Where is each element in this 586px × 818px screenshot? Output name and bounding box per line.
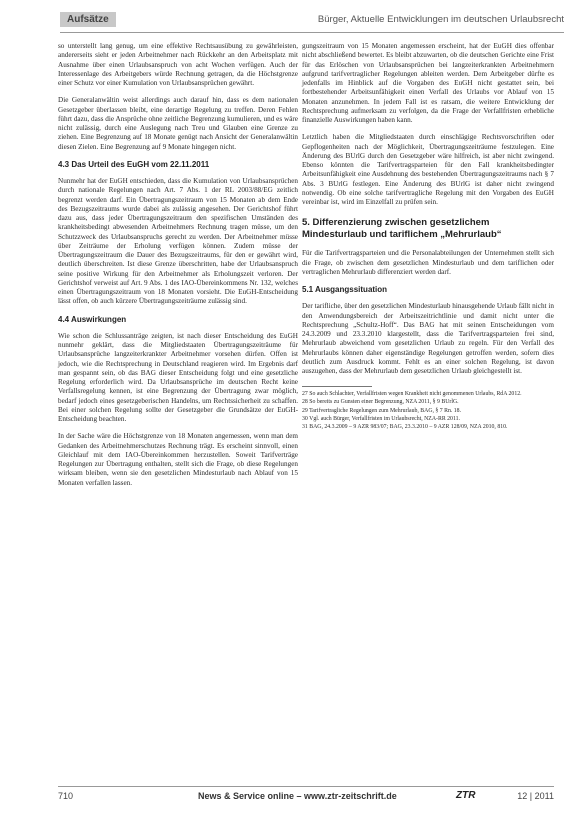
right-paragraph-3: Für die Tarifvertragsparteien und die Personalabteilungen der Unternehmen stellt sich die Frage, ob zwischen dem gesetzlichen Mindesturlaub und dem tariflichen oder vertraglichen Mehrurlaub differenziert werden darf. xyxy=(302,249,554,276)
left-paragraph-2: Die Generalanwältin weist allerdings auch darauf hin, dass es dem nationalen Gesetzgeber überlassen bleibt, eine derartige Regelung zu treffen. Deren Fehlen führt dazu, dass die Ansprüche ohne zeitliche Begrenzung kumulieren, und es wäre nicht zulässig, durch eine Auslegung nach Treu und Glauben eine Grenze zu ziehen. Eine Begrenzung auf 18 Monate genügt nach Ansicht der Generalanwältin diesen Zielen. Eine Begrenzung auf 9 Monate hingegen nicht. xyxy=(58,96,298,151)
footer-rule xyxy=(58,786,554,787)
footnote: 30 Vgl. auch Bürger, Verfallfristen im Urlaubsrecht, NZA-RR 2011. xyxy=(302,415,460,422)
page-number: 710 xyxy=(58,791,74,801)
page-footer xyxy=(58,786,554,804)
page-header xyxy=(40,8,564,30)
footnote: 31 BAG, 24.3.2009 – 9 AZR 983/07; BAG, 23.3.2010 – 9 AZR 128/09, NZA 2010, 810. xyxy=(302,424,508,431)
left-paragraph-1: so unterstellt lang genug, um eine effektive Rechtsausübung zu gewährleisten, andererseits sieht er jeden Arbeitnehmer nach Rückkehr an den Arbeitsplatz mit Ausnahme über einen Urlaubsanspruch von acht Wochen verfügen. Auch der Interessenlage des Arbeitgebers würde Rechnung getragen, da die Höchstgrenze einer Schutz vor einer Kumulation von Urlaubsansprüchen gewährt. xyxy=(58,42,298,87)
left-paragraph-5: In der Sache wäre die Höchstgrenze von 18 Monaten angemessen, wenn man dem Gedanken des Arbeitnehmerschutzes Rechnung trägt. Es erscheint sinnvoll, einen Gleichlauf mit dem IAO-Übereinkommen herzustellen. Soweit Tarifverträge Regelungen zur Übertragung enthalten, stellt sich die Frage, ob diese Regelungen wirksam bleiben, wenn sie den gesetzlichen Mindesturlaub nach Ablauf von 15 Monaten verfallen lassen. xyxy=(58,432,298,487)
right-paragraph-1: gungszeitraum von 15 Monaten angemessen erscheint, hat der EuGH dies offenbar nicht abschließend bewertet. Es bleibt abzuwarten, ob die deutschen Gerichte eine Frist für das Erlöschen von Urlaubsansprüchen bei langzeiterkrankten Arbeitnehmern aufgrund tarifvertraglicher Regelungen ableiten werden. Dem Arbeitgeber dürfte es jedenfalls im Hinblick auf die Vorgaben des EuGH nicht gestattet sein, bei fortbestehender Arbeitsunfähigkeit einen Verfall des Urlaubs vor Ablauf von 15 Monaten anzunehmen. In jedem Fall ist es ratsam, die weitere Entwicklung der Rechtsprechung aufmerksam zu verfolgen, da die Frage der Verfallfristen erhebliche finanzielle Auswirkungen haben kann. xyxy=(302,42,554,124)
footer-website: News & Service online – www.ztr-zeitschrift.de xyxy=(198,791,397,801)
section-heading-4-3: 4.3 Das Urteil des EuGH vom 22.11.2011 xyxy=(58,159,210,169)
issue-number: 12 | 2011 xyxy=(517,791,554,801)
header-rule xyxy=(60,32,564,33)
journal-logo: ZTR xyxy=(456,790,476,801)
section-tag: Aufsätze xyxy=(60,12,116,27)
left-column xyxy=(58,42,298,496)
section-heading-4-4: 4.4 Auswirkungen xyxy=(58,314,127,324)
running-title: Bürger, Aktuelle Entwicklungen im deutschen Urlaubsrecht xyxy=(317,14,564,25)
right-paragraph-2: Letztlich haben die Mitgliedstaaten durch einschlägige Rechtsvorschriften oder Gepflogenheiten nach der Möglichkeit, Übertragungszeiträume festzulegen. Eine Änderung des BUrlG durch den Gesetzgeber wäre hilfreich, ist aber nicht zwingend. Ebenso könnten die Tarifvertragsparteien für den Fall krankheitsbedingter Arbeitsunfähigkeit eine Ausdehnung des bestehenden Übertragungszeitraums nach § 7 Abs. 3 BUrlG festlegen. Eine Änderung des BUrlG ist daher nicht zwingend notwendig. Ob eine solche tarifvertragliche Regelung mit den Vorgaben des EuGH vereinbar ist, wird im Einzelfall zu prüfen sein. xyxy=(302,133,554,206)
section-heading-5: 5. Differenzierung zwischen gesetzlichem Mindesturlaub und tariflichem „Mehrurlaub“ xyxy=(302,217,502,241)
footnote: 28 So bereits zu Gunsten einer Begrenzung, NZA 2011, § 9 BUrlG. xyxy=(302,399,459,406)
footnote-rule xyxy=(302,386,372,387)
section-heading-5-1: 5.1 Ausgangssituation xyxy=(302,285,388,294)
footnote: 29 Tarifvertragliche Regelungen zum Mehrurlaub, BAG, § 7 Rn. 18. xyxy=(302,407,462,414)
right-paragraph-4: Der tarifliche, über den gesetzlichen Mindesturlaub hinausgehende Urlaub fällt nicht in den Anwendungsbereich der Arbeitszeitrichtlinie und damit nicht unter die Rechtsprechung „Schultz-Hoff“. Das BAG hat mit seinen Entscheidungen vom 24.3.2009 und 23.3.2010 klargestellt, dass die Tarifvertragsparteien frei sind, Mehrurlaub abweichend vom gesetzlichen Urlaub zu regeln. Für den Verfall des Mehrurlaubs können daher eigenständige Regelungen getroffen werden, sofern dies deutlich zum Ausdruck kommt. Fehlt es an einer solchen Regelung, ist davon auszugehen, dass der Mehrurlaub dem gesetzlichen Urlaub gleichgestellt ist. xyxy=(302,302,554,375)
right-column xyxy=(302,42,554,432)
left-paragraph-3: Nunmehr hat der EuGH entschieden, dass die Kumulation von Urlaubsansprüchen durch nationale Regelungen nach Art. 7 Abs. 1 der RL 2003/88/EG zeitlich begrenzt werden darf. Ein Übertragungszeitraum von 15 Monaten ab dem Ende des Bezugszeitraums wurde dabei als zulässig angesehen. Der Gerichtshof führt dazu aus, dass jeder Übertragungszeitraum den spezifischen Umständen des krankheitsbedingt abwesenden Arbeitnehmers Rechnung tragen müsse, um den Schutzzweck des Urlaubsanspruchs gerecht zu werden. Der Arbeitnehmer müsse über Zeiträume der Erholung verfügen können. Zudem müsse der Übertragungszeitraum die Dauer des Bezugszeitraums, für den er gewährt wird, deutlich überschreiten. Ist diese Grenze überschritten, habe der Urlaubsanspruch seine positive Wirkung für den Arbeitnehmer als Erholungszeit verloren. Der Gerichtshof verweist auf Art. 9 Abs. 1 des IAO-Übereinkommens Nr. 132, welches einen Übertragungszeitraum von 18 Monaten vorsieht. Die EuGH-Entscheidung lässt offen, ob auch kürzere Übertragungszeiträume zulässig sind. xyxy=(58,177,298,306)
footnote: 27 So auch Schlachter, Verfallfristen wegen Krankheit nicht genommenen Urlaubs, RdA 2012. xyxy=(302,391,522,398)
left-paragraph-4: Wie schon die Schlussanträge zeigten, ist nach dieser Entscheidung des EuGH nunmehr geklärt, dass die Mitgliedstaaten Übertragungszeiträume für Urlaubsansprüche langzeiterkrankter Arbeitnehmer vorsehen dürfen. Offen ist jedoch, wie die Rechtsprechung in Deutschland reagieren wird. Im Ergebnis darf man gespannt sein, ob das BAG dieser Entscheidung folgt und eine gesetzliche Regelung erforderlich wird. Da Urlaubsansprüche im deutschen Recht keine Verfallsregelung kennen, ist eine Begrenzung der Übertragung zwar möglich, bedarf jedoch eines gesetzgeberischen Handelns, um Rechtssicherheit zu schaffen. Bei einer solchen Regelung sollte der Gesetzgeber die Grundsätze der EuGH-Entscheidung beachten. xyxy=(58,331,298,423)
